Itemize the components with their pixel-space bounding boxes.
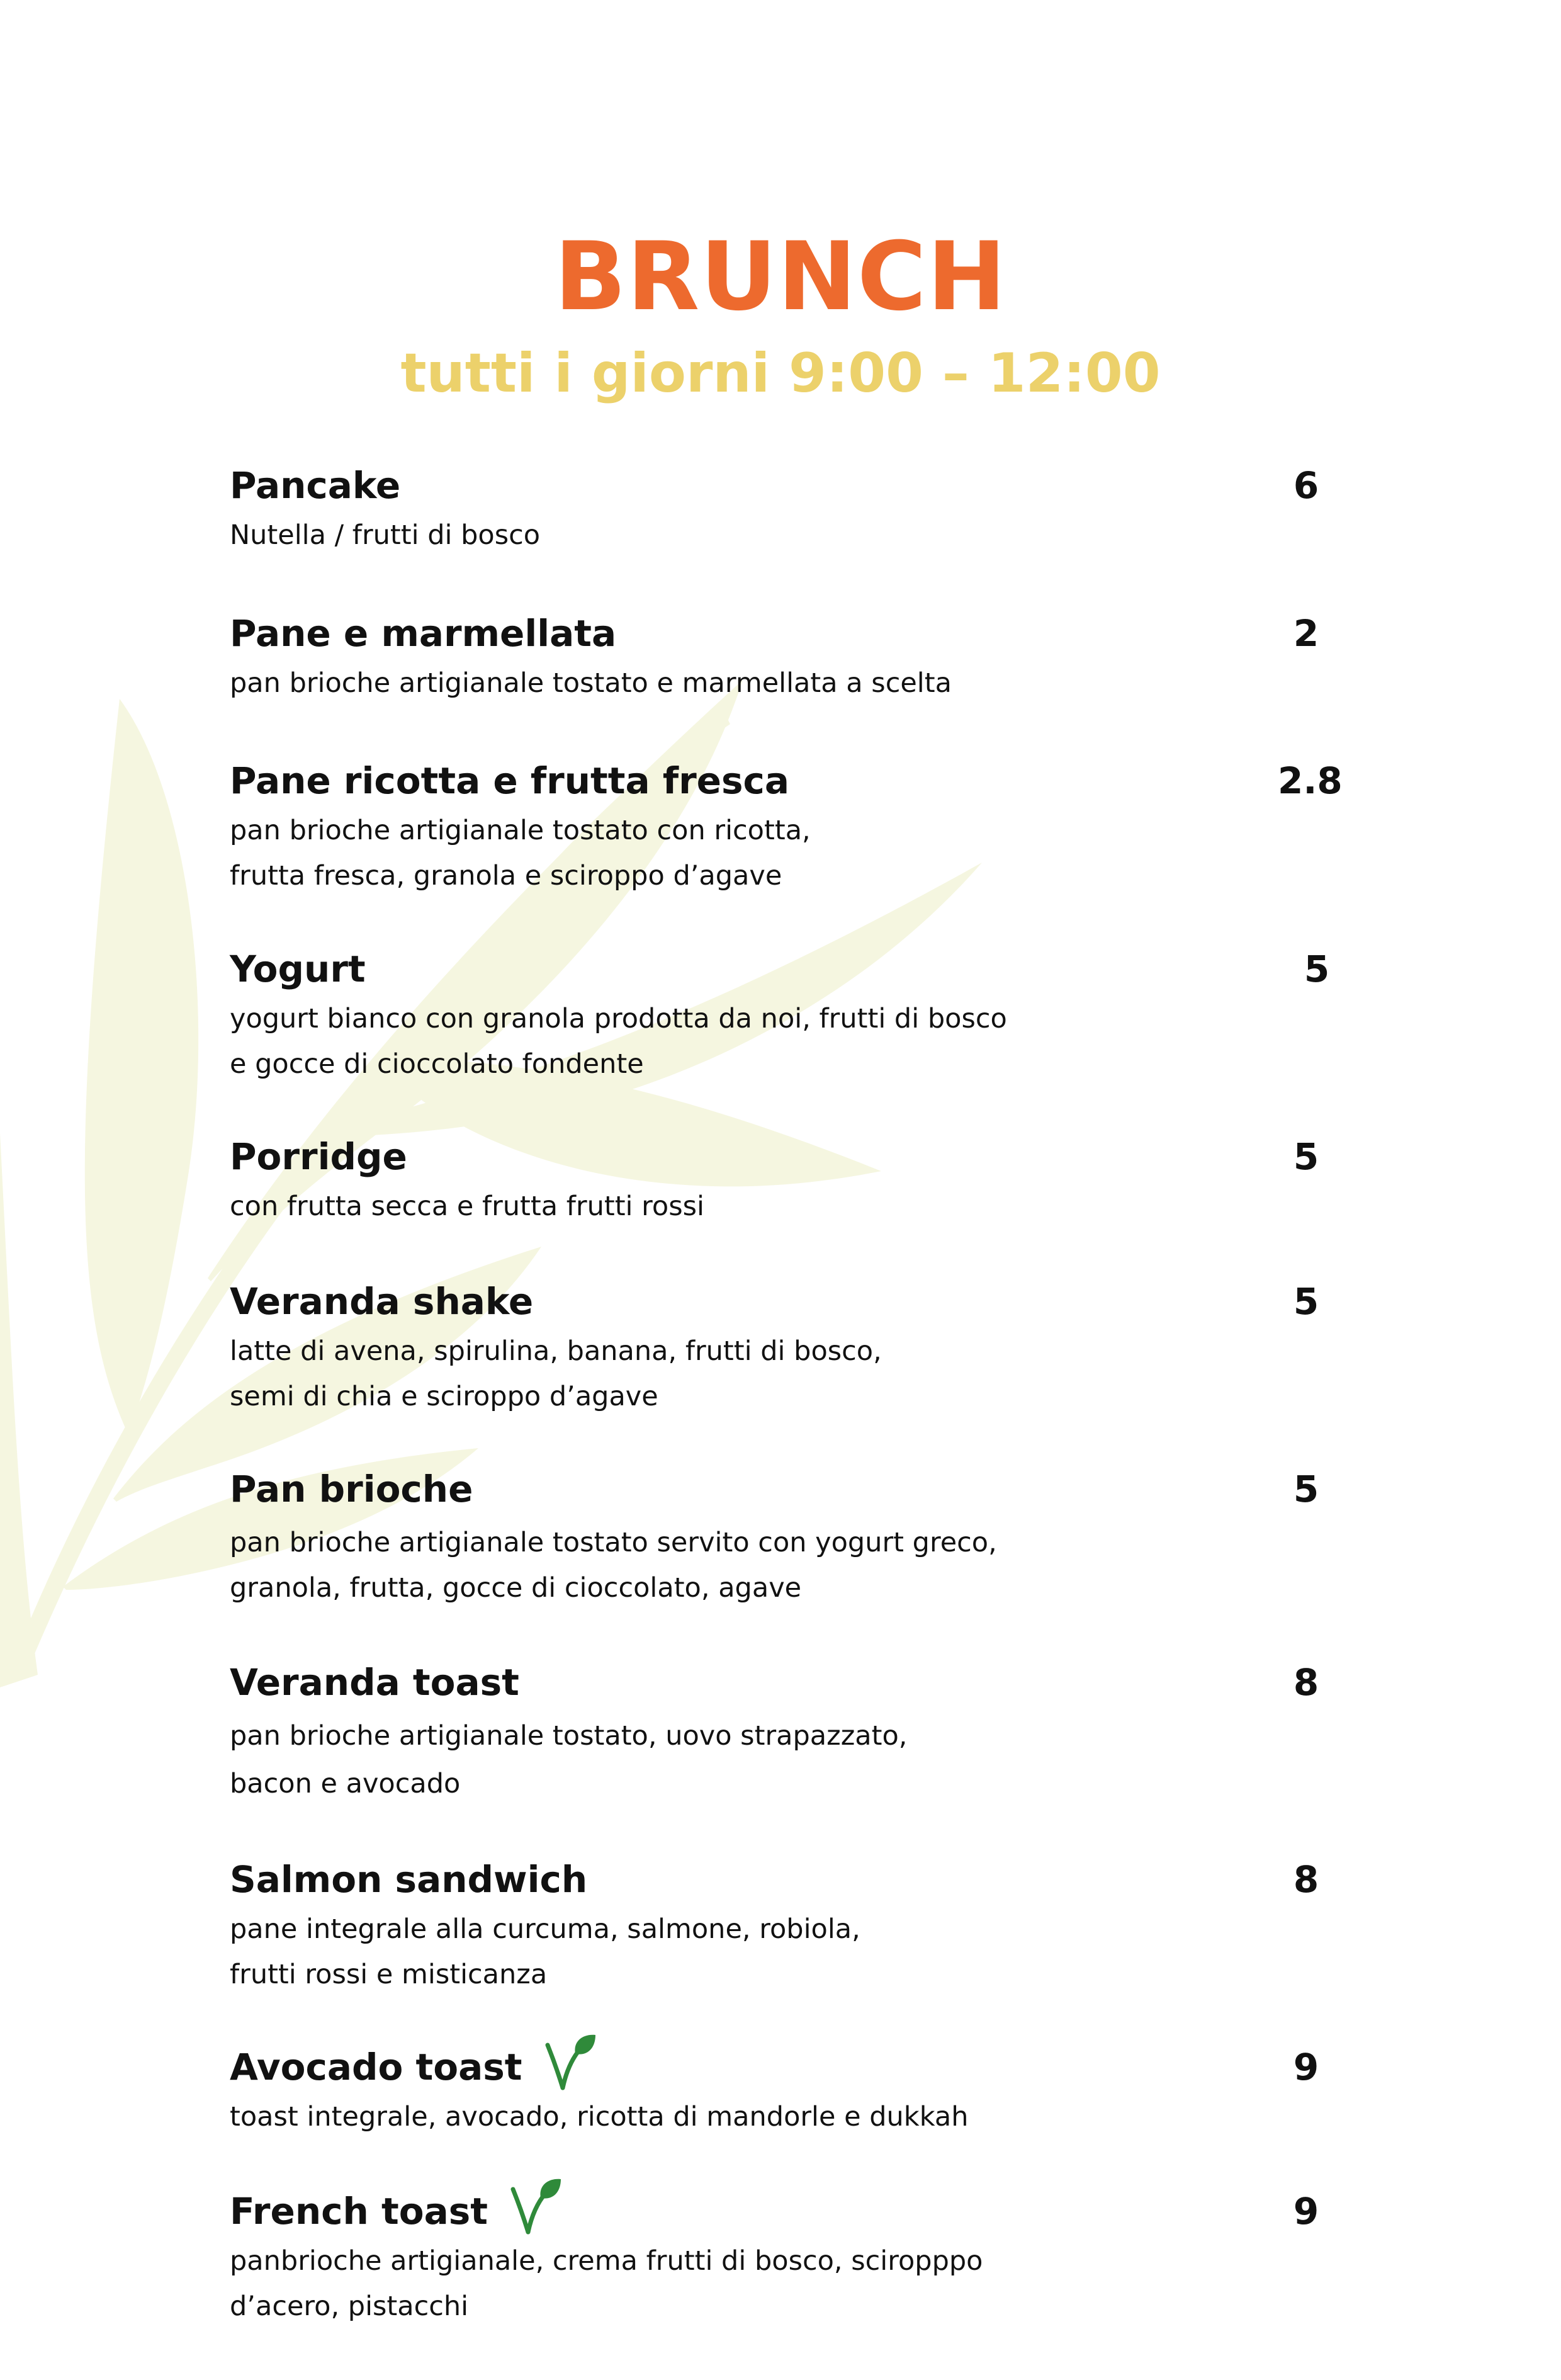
item-price: 2.8	[1278, 759, 1343, 802]
item-description: pane integrale alla curcuma, salmone, robiola,	[230, 1913, 860, 1945]
item-name: Salmon sandwich	[230, 1858, 588, 1901]
menu-item-veranda-shake	[230, 1274, 1338, 1419]
item-name: Pane ricotta e frutta fresca	[230, 759, 790, 802]
menu-item-pancake	[230, 458, 1338, 558]
item-description: panbrioche artigianale, crema frutti di bosco, sciropppo	[230, 2245, 983, 2277]
item-price: 9	[1293, 2046, 1319, 2088]
item-price: 5	[1293, 1280, 1319, 1323]
item-price: 5	[1293, 1468, 1319, 1510]
menu-title: BRUNCH	[554, 222, 1007, 332]
item-description: pan brioche artigianale tostato e marmellata a scelta	[230, 667, 952, 699]
item-name: Yogurt	[230, 948, 366, 990]
item-description: yogurt bianco con granola prodotta da noi, frutti di bosco	[230, 1003, 1007, 1034]
item-price: 5	[1304, 948, 1330, 990]
item-name: Avocado toast	[230, 2046, 522, 2088]
item-description: frutti rossi e misticanza	[230, 1959, 548, 1990]
item-name: Pane e marmellata	[230, 612, 617, 655]
vegan-leaf-icon	[509, 2177, 562, 2235]
item-description: con frutta secca e frutta frutti rossi	[230, 1191, 704, 1222]
item-price: 6	[1293, 464, 1319, 507]
item-description: semi di chia e sciroppo d’agave	[230, 1381, 658, 1412]
item-name: Veranda toast	[230, 1661, 519, 1704]
item-description: toast integrale, avocado, ricotta di mandorle e dukkah	[230, 2101, 969, 2133]
item-description: bacon e avocado	[230, 1768, 461, 1799]
item-name: Veranda shake	[230, 1280, 534, 1323]
menu-item-porridge	[230, 1130, 1338, 1229]
menu-item-salmon-sandwich	[230, 1852, 1338, 1997]
item-name: Pancake	[230, 464, 401, 507]
item-description: latte di avena, spirulina, banana, frutti di bosco,	[230, 1335, 882, 1367]
item-description: Nutella / frutti di bosco	[230, 519, 541, 551]
item-price: 8	[1293, 1858, 1319, 1901]
item-price: 8	[1293, 1661, 1319, 1704]
menu-item-avocado-toast	[230, 2040, 1338, 2139]
item-description: pan brioche artigianale tostato, uovo strapazzato,	[230, 1720, 908, 1752]
menu-item-veranda-toast	[230, 1655, 1338, 1806]
menu-item-pane-ricotta	[230, 754, 1343, 898]
menu-item-yogurt	[230, 942, 1338, 1087]
vegan-leaf-icon	[544, 2032, 597, 2090]
menu-item-pane-e-marmellata	[230, 606, 1338, 706]
item-name: Pan brioche	[230, 1468, 473, 1510]
item-description: pan brioche artigianale tostato con ricotta,	[230, 815, 811, 846]
menu-item-pan-brioche	[230, 1462, 1338, 1611]
menu-hours: tutti i giorni 9:00 – 12:00	[400, 342, 1161, 405]
item-price: 2	[1293, 612, 1319, 655]
item-description: pan brioche artigianale tostato servito con yogurt greco,	[230, 1527, 997, 1558]
menu-item-french-toast	[230, 2184, 1338, 2329]
item-description: d’acero, pistacchi	[230, 2291, 469, 2322]
item-price: 5	[1293, 1135, 1319, 1178]
item-name: French toast	[230, 2190, 488, 2233]
item-price: 9	[1293, 2190, 1319, 2233]
item-name: Porridge	[230, 1135, 407, 1178]
item-description: granola, frutta, gocce di cioccolato, agave	[230, 1572, 802, 1604]
item-description: e gocce di cioccolato fondente	[230, 1048, 644, 1080]
item-description: frutta fresca, granola e sciroppo d’agave	[230, 860, 782, 892]
menu-header	[0, 224, 1561, 405]
